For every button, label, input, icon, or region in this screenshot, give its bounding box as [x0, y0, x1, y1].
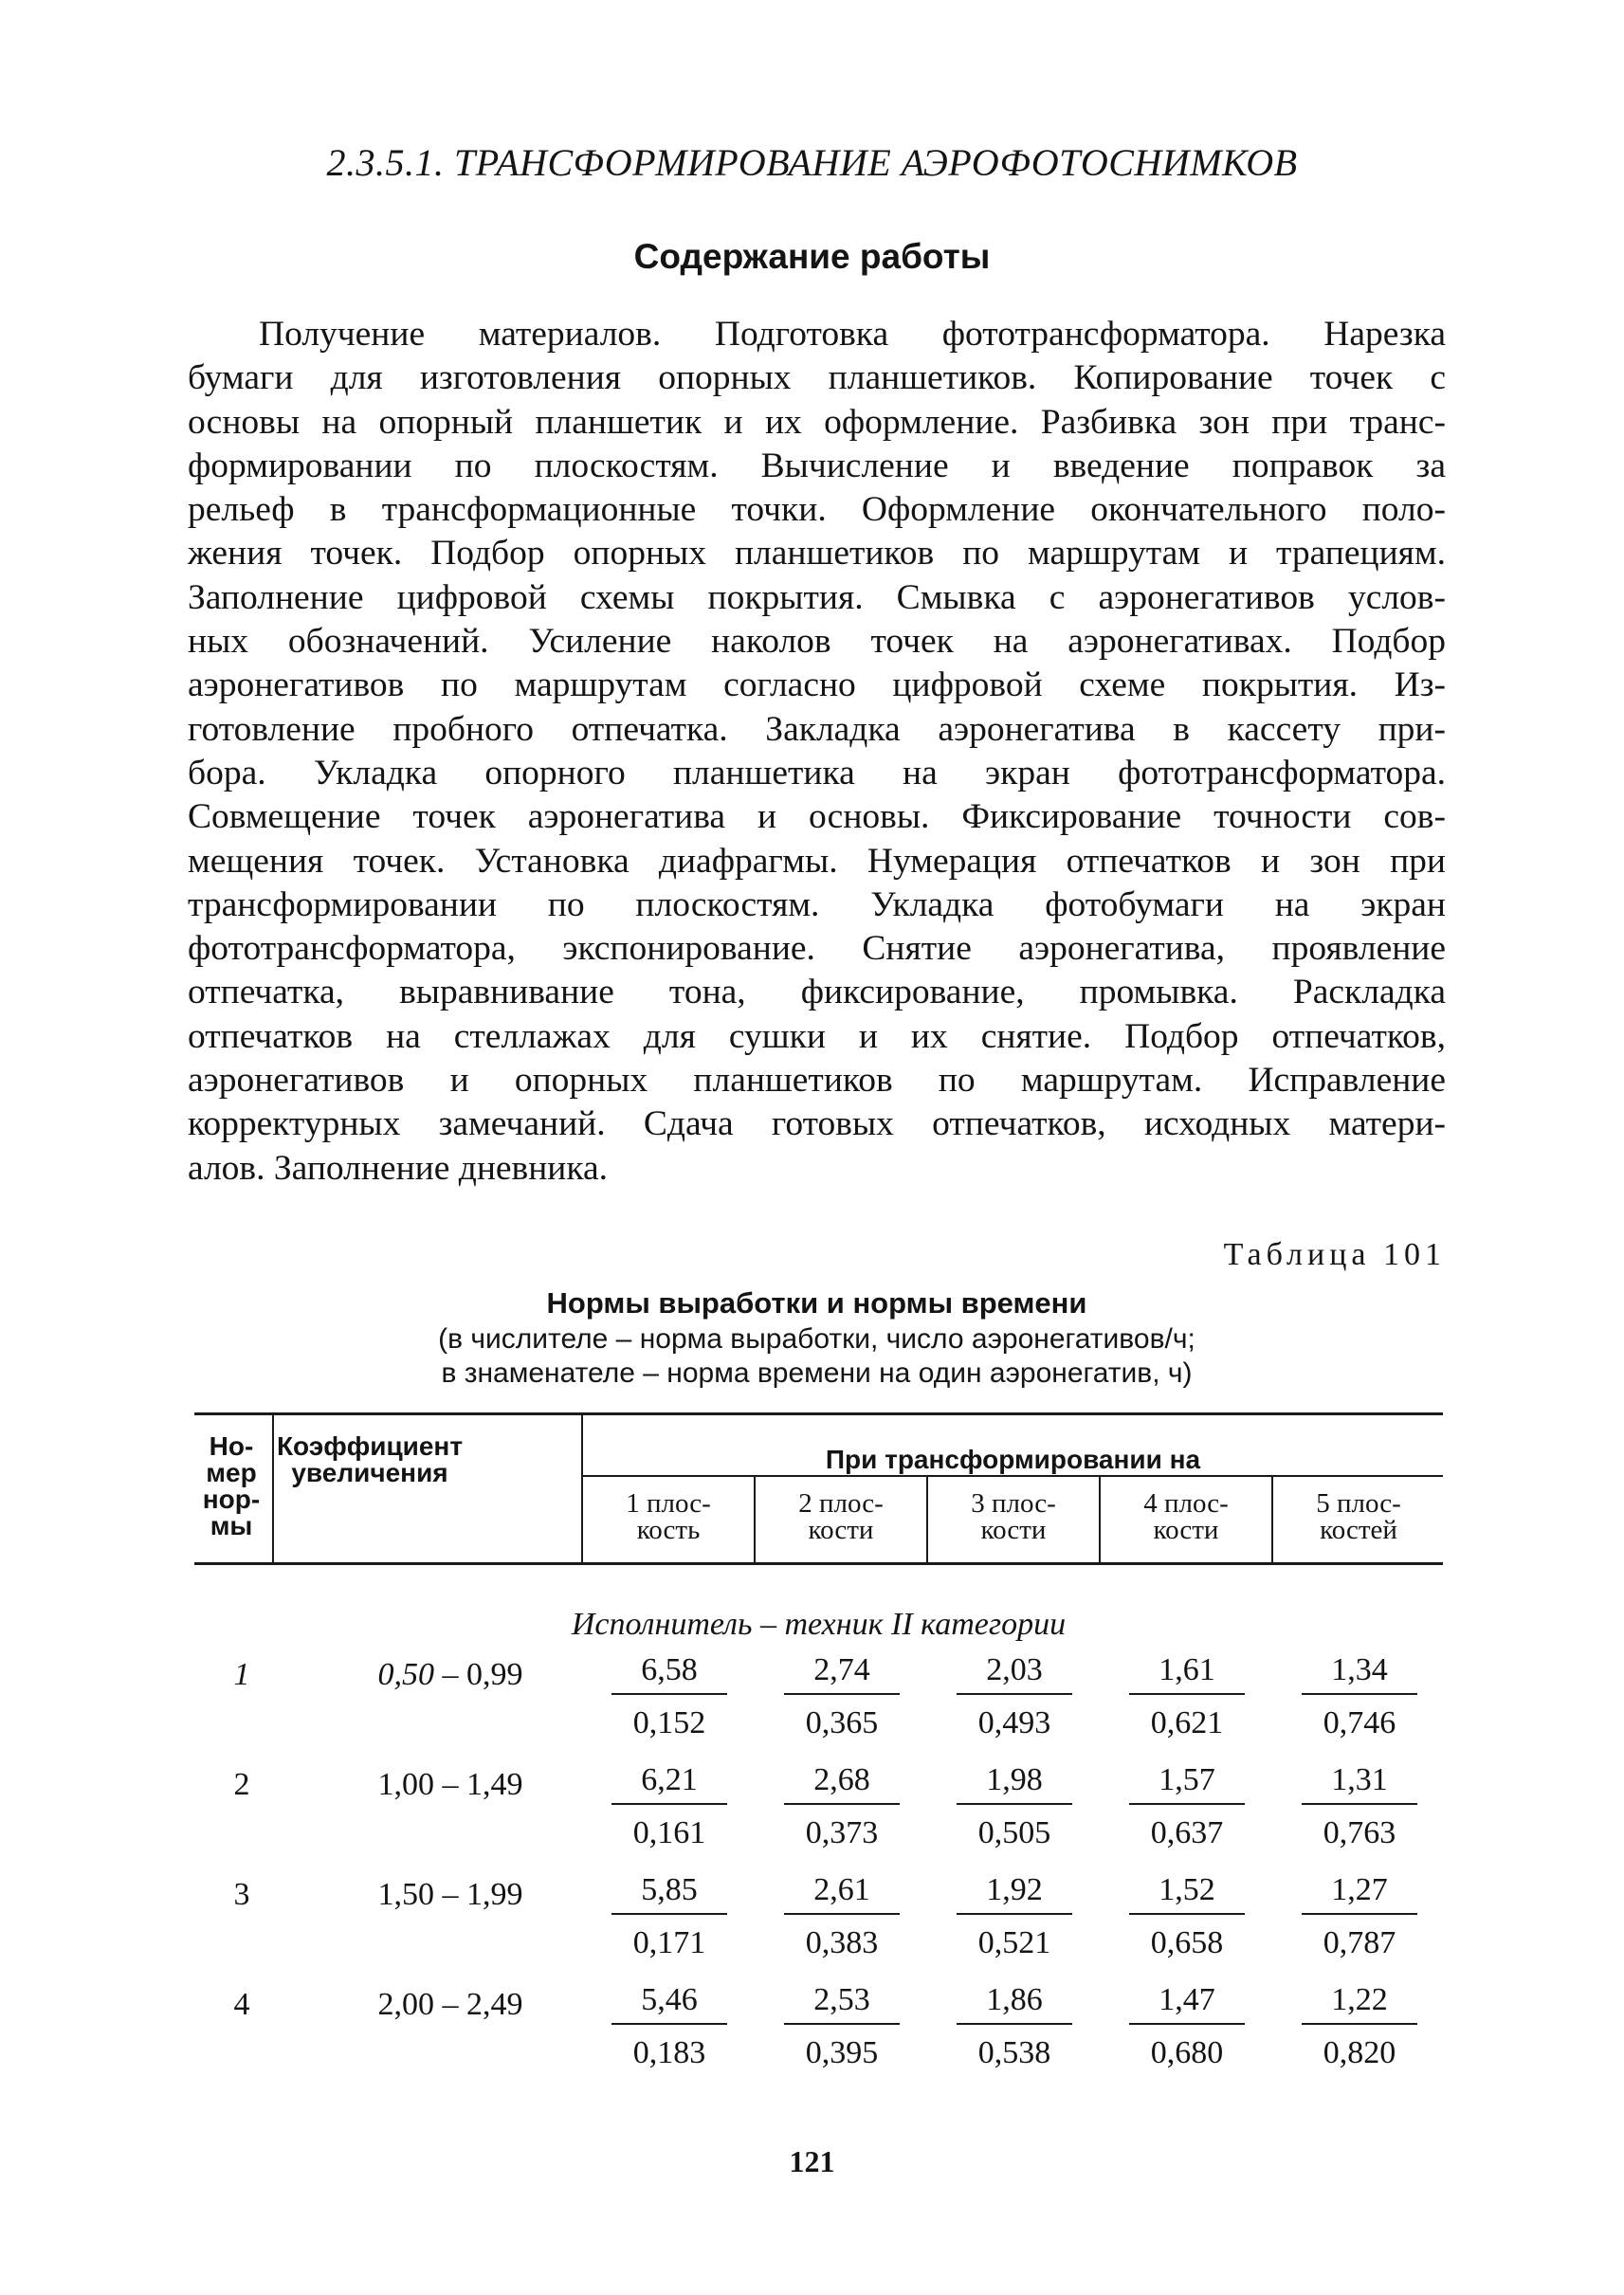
- output-norm: 1,34: [1302, 1651, 1417, 1695]
- norm-fraction: [784, 1981, 900, 2072]
- header-col-4-planes: [1115, 1490, 1257, 1543]
- output-norm: 1,27: [1302, 1871, 1417, 1915]
- page-number: 121: [789, 2144, 835, 2178]
- body-line: жения точек. Подбор опорных планшетиков по маршрутам и трапециям.: [188, 534, 1446, 574]
- time-norm: 0,787: [1323, 1925, 1396, 1960]
- output-norm: 2,53: [784, 1981, 900, 2025]
- time-norm: 0,637: [1150, 1815, 1224, 1850]
- norm-fraction: [784, 1761, 900, 1852]
- coef-from: 2,00: [377, 1987, 434, 2022]
- output-norm: 5,85: [611, 1871, 727, 1915]
- body-paragraph: [188, 313, 1446, 1191]
- header-text: 5 плос-: [1316, 1488, 1401, 1519]
- body-line: отпечатков на стеллажах для сушки и их снятие. Подбор отпечатков,: [188, 1016, 1446, 1056]
- norm-fraction: [1129, 1871, 1245, 1962]
- output-norm: 2,74: [784, 1651, 900, 1695]
- coef-to: 1,49: [466, 1767, 523, 1802]
- header-text: 1 плос-: [626, 1488, 711, 1519]
- time-norm: 0,538: [977, 2035, 1051, 2070]
- norm-fraction: [611, 1651, 727, 1742]
- norm-fraction: [1302, 1651, 1417, 1742]
- header-text: нор-: [202, 1484, 261, 1514]
- header-text: кости: [808, 1515, 874, 1545]
- column-divider: [926, 1475, 928, 1564]
- norm-fraction: [1302, 1761, 1417, 1852]
- output-norm: 2,61: [784, 1871, 900, 1915]
- header-norm-number: [194, 1433, 268, 1539]
- row-number: 1: [233, 1657, 250, 1692]
- time-norm: 0,365: [805, 1705, 879, 1740]
- column-divider: [1099, 1475, 1101, 1564]
- norm-fraction: [611, 1981, 727, 2072]
- header-col-2-planes: [770, 1490, 912, 1543]
- coef-to: 2,49: [466, 1987, 523, 2022]
- column-divider: [754, 1475, 756, 1564]
- coef-to: 1,99: [466, 1877, 523, 1912]
- table-top-rule: [194, 1412, 1443, 1415]
- output-norm: 1,98: [957, 1761, 1072, 1805]
- norm-fraction: [1129, 1651, 1245, 1742]
- body-line: мещения точек. Установка диафрагмы. Нумерация отпечатков и зон при: [188, 841, 1446, 881]
- time-norm: 0,383: [805, 1925, 879, 1960]
- header-text: Но-: [209, 1431, 254, 1461]
- norm-fraction: [957, 1981, 1072, 2072]
- row-coefficient: 1,50 – 1,99: [377, 1877, 523, 1912]
- output-norm: 1,31: [1302, 1761, 1417, 1805]
- body-line: ных обозначений. Усиление наколов точек на аэронегативах. Подбор: [188, 622, 1446, 662]
- body-line: бумаги для изготовления опорных планшетиков. Копирование точек с: [188, 358, 1446, 398]
- coef-to: 0,99: [466, 1657, 523, 1692]
- output-norm: 1,22: [1302, 1981, 1417, 2025]
- header-col-1-plane: [597, 1490, 739, 1543]
- norm-fraction: [957, 1871, 1072, 1962]
- header-text: костей: [1320, 1515, 1397, 1545]
- header-text: мер: [206, 1458, 257, 1487]
- time-norm: 0,746: [1323, 1705, 1396, 1740]
- time-norm: 0,152: [632, 1705, 706, 1740]
- time-norm: 0,161: [632, 1815, 706, 1850]
- body-line: Получение материалов. Подготовка фототрансформатора. Нарезка: [259, 315, 1446, 354]
- norms-table: [194, 1412, 1443, 2076]
- body-line: аэронегативов и опорных планшетиков по маршрутам. Исправление: [188, 1061, 1446, 1101]
- header-text: мы: [210, 1511, 253, 1540]
- header-coefficient: [270, 1433, 469, 1486]
- work-content-heading: Содержание работы: [633, 237, 991, 276]
- header-text: 2 плос-: [798, 1488, 884, 1519]
- row-number: 2: [233, 1767, 250, 1802]
- body-line: формировании по плоскостям. Вычисление и введение поправок за: [188, 446, 1446, 485]
- header-text: кости: [1153, 1515, 1219, 1545]
- coef-from: 1,00: [377, 1767, 434, 1802]
- column-divider: [1271, 1475, 1273, 1564]
- output-norm: 6,21: [611, 1761, 727, 1805]
- output-norm: 1,57: [1129, 1761, 1245, 1805]
- group-header-rule: [583, 1475, 1443, 1477]
- output-norm: 2,03: [957, 1651, 1072, 1695]
- header-text: увеличения: [291, 1458, 448, 1487]
- row-number: 4: [233, 1987, 250, 2022]
- coef-from: 0,50: [377, 1657, 434, 1692]
- body-line: бора. Укладка опорного планшетика на экран фототрансформатора.: [188, 753, 1446, 792]
- row-coefficient: 2,00 – 2,49: [377, 1987, 523, 2022]
- time-norm: 0,183: [632, 2035, 706, 2070]
- table-subtitle-line: (в числителе – норма выработки, число аэронегативов/ч;: [438, 1323, 1195, 1355]
- time-norm: 0,493: [977, 1705, 1051, 1740]
- time-norm: 0,505: [977, 1815, 1051, 1850]
- output-norm: 1,47: [1129, 1981, 1245, 2025]
- norm-fraction: [957, 1651, 1072, 1742]
- norm-fraction: [611, 1871, 727, 1962]
- header-text: 3 плос-: [971, 1488, 1056, 1519]
- executor-label: Исполнитель – техник II категории: [571, 1607, 1067, 1642]
- body-line: готовление пробного отпечатка. Закладка аэронегатива в кассету при-: [188, 709, 1446, 749]
- row-coefficient: 0,50 – 0,99: [377, 1657, 523, 1692]
- body-line: рельеф в трансформационные точки. Оформление окончательного поло-: [188, 490, 1446, 530]
- output-norm: 1,52: [1129, 1871, 1245, 1915]
- norm-fraction: [1129, 1761, 1245, 1852]
- body-line: отпечатка, выравнивание тона, фиксирование, промывка. Раскладка: [188, 973, 1446, 1012]
- output-norm: 2,68: [784, 1761, 900, 1805]
- body-line: фототрансформатора, экспонирование. Снятие аэронегатива, проявление: [188, 929, 1446, 969]
- time-norm: 0,373: [805, 1815, 879, 1850]
- time-norm: 0,680: [1150, 2035, 1224, 2070]
- header-bottom-rule: [194, 1562, 1443, 1565]
- output-norm: 5,46: [611, 1981, 727, 2025]
- header-col-3-planes: [942, 1490, 1085, 1543]
- output-norm: 1,61: [1129, 1651, 1245, 1695]
- column-divider: [581, 1412, 583, 1564]
- time-norm: 0,658: [1150, 1925, 1224, 1960]
- body-line: Заполнение цифровой схемы покрытия. Смывка с аэронегативов услов-: [188, 577, 1446, 617]
- time-norm: 0,621: [1150, 1705, 1224, 1740]
- row-number: 3: [233, 1877, 250, 1912]
- body-line: корректурных замечаний. Сдача готовых отпечатков, исходных матери-: [188, 1104, 1446, 1144]
- section-title: 2.3.5.1. ТРАНСФОРМИРОВАНИЕ АЭРОФОТОСНИМКОВ: [326, 141, 1298, 184]
- coef-from: 1,50: [377, 1877, 434, 1912]
- norm-fraction: [1302, 1871, 1417, 1962]
- table-caption: [188, 1284, 1446, 1391]
- time-norm: 0,395: [805, 2035, 879, 2070]
- table-label: Таблица 101: [1223, 1237, 1446, 1272]
- output-norm: 1,86: [957, 1981, 1072, 2025]
- norm-fraction: [784, 1871, 900, 1962]
- output-norm: 1,92: [957, 1871, 1072, 1915]
- body-line: основы на опорный планшетик и их оформление. Разбивка зон при транс-: [188, 402, 1446, 442]
- table-subtitle-line: в знаменателе – норма времени на один аэронегатив, ч): [441, 1357, 1193, 1389]
- header-text: Коэффициент: [276, 1431, 464, 1461]
- header-text: 4 плос-: [1143, 1488, 1229, 1519]
- norm-fraction: [957, 1761, 1072, 1852]
- time-norm: 0,763: [1323, 1815, 1396, 1850]
- body-line: аэронегативов по маршрутам согласно цифровой схеме покрытия. Из-: [188, 665, 1446, 705]
- body-line: алов. Заполнение дневника.: [188, 1148, 609, 1188]
- norm-fraction: [784, 1651, 900, 1742]
- table-title: Нормы выработки и нормы времени: [546, 1286, 1087, 1320]
- row-coefficient: 1,00 – 1,49: [377, 1767, 523, 1802]
- output-norm: 6,58: [611, 1651, 727, 1695]
- header-text: кость: [636, 1515, 701, 1545]
- norm-fraction: [1302, 1981, 1417, 2072]
- body-line: трансформировании по плоскостям. Укладка фотобумаги на экран: [188, 884, 1446, 924]
- body-line: Совмещение точек аэронегатива и основы. Фиксирование точности сов-: [188, 797, 1446, 837]
- time-norm: 0,521: [977, 1925, 1051, 1960]
- time-norm: 0,171: [632, 1925, 706, 1960]
- time-norm: 0,820: [1323, 2035, 1396, 2070]
- norm-fraction: [1129, 1981, 1245, 2072]
- header-col-5-planes: [1287, 1490, 1430, 1543]
- header-transform-group: При трансформировании на: [825, 1445, 1201, 1474]
- norm-fraction: [611, 1761, 727, 1852]
- header-text: кости: [980, 1515, 1047, 1545]
